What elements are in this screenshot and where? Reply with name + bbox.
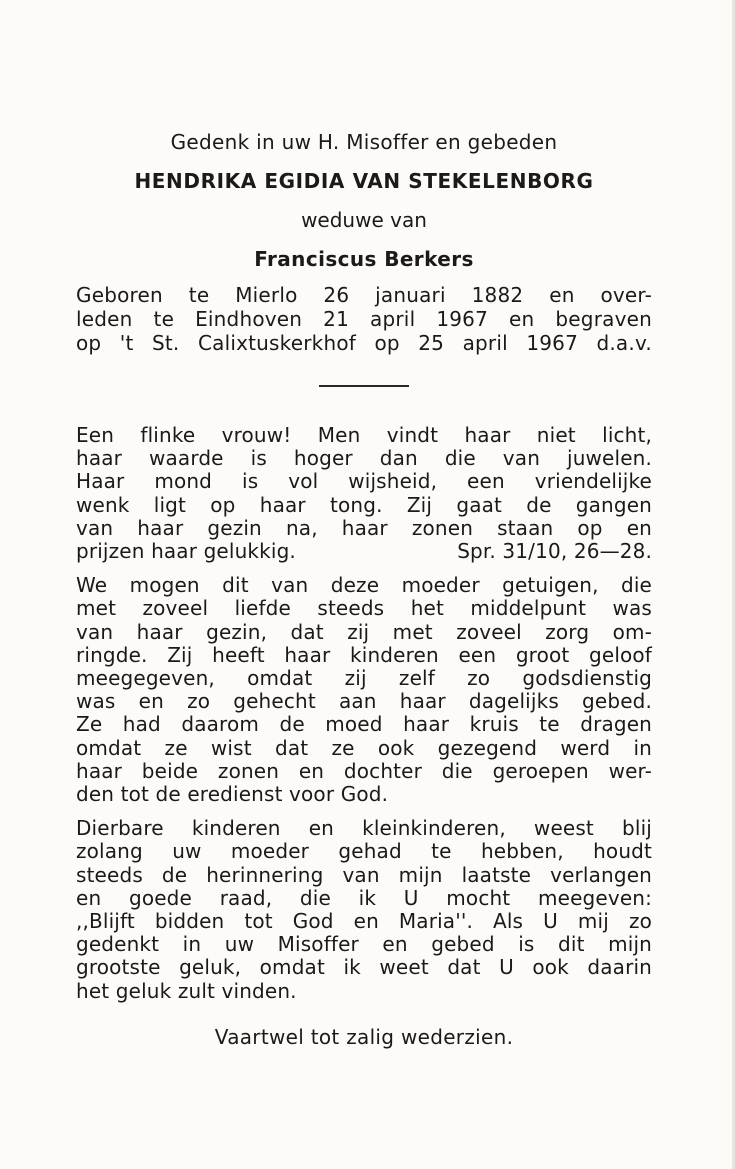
paragraph-line: zolang uw moeder gehad te hebben, houdt bbox=[76, 839, 652, 864]
scripture-reference: Spr. 31/10, 26—28. bbox=[457, 539, 652, 564]
farewell-text: Vaartwel tot zalig wederzien. bbox=[214, 1024, 514, 1049]
paragraph-line: van haar gezin, dat zij met zoveel zorg om- bbox=[76, 619, 652, 644]
paragraph-line: grootste geluk, omdat ik weet dat U ook daarin bbox=[76, 955, 652, 980]
paragraph-last-text: prijzen haar gelukkig. bbox=[76, 539, 296, 564]
farewell-message-paragraph bbox=[76, 817, 652, 1003]
intro-text: Gedenk in uw H. Misoffer en gebeden bbox=[170, 130, 558, 154]
paragraph-line: wenk ligt op haar tong. Zij gaat de gangen bbox=[76, 492, 652, 517]
husband-name: Franciscus Berkers bbox=[254, 247, 474, 271]
paragraph-line: steeds de herinnering van mijn laatste verlangen bbox=[76, 862, 652, 887]
paragraph-line: meegegeven, omdat zij zelf zo godsdienstig bbox=[76, 666, 652, 691]
paragraph-line: Haar mond is vol wijsheid, een vriendelijke bbox=[76, 469, 652, 494]
paragraph-line: den tot de eredienst voor God. bbox=[76, 782, 389, 807]
scripture-paragraph bbox=[76, 424, 652, 563]
dates-line: Geboren te Mierlo 26 januari 1882 en over- bbox=[76, 283, 652, 307]
deceased-name: HENDRIKA EGIDIA VAN STEKELENBORG bbox=[134, 169, 594, 193]
paragraph-line: was en zo gehecht aan haar dagelijks gebed. bbox=[76, 689, 652, 714]
paragraph-line: het geluk zult vinden. bbox=[76, 978, 297, 1003]
widow-of-text: weduwe van bbox=[301, 208, 427, 232]
dates-line: leden te Eindhoven 21 april 1967 en begraven bbox=[76, 307, 652, 331]
dates-line: op 't St. Calixtuskerkhof op 25 april 1967 d.a.v. bbox=[76, 331, 652, 355]
paragraph-line: ringde. Zij heeft haar kinderen een groot geloof bbox=[76, 642, 652, 667]
paragraph-line bbox=[76, 540, 652, 563]
paragraph-line: van haar gezin na, haar zonen staan op en bbox=[76, 515, 652, 540]
paragraph-line: gedenkt in uw Misoffer en gebed is dit mijn bbox=[76, 932, 652, 957]
paragraph-line: haar waarde is hoger dan die van juwelen. bbox=[76, 446, 652, 471]
paragraph-line: We mogen dit van deze moeder getuigen, die bbox=[76, 573, 652, 598]
paragraph-line: Een flinke vrouw! Men vindt haar niet licht, bbox=[76, 423, 652, 447]
paragraph-line: Ze had daarom de moed haar kruis te dragen bbox=[76, 712, 652, 737]
paragraph-line: met zoveel liefde steeds het middelpunt was bbox=[76, 596, 652, 621]
tribute-paragraph bbox=[76, 574, 652, 806]
card-content bbox=[76, 128, 652, 1070]
paragraph-line: Dierbare kinderen en kleinkinderen, weest blij bbox=[76, 816, 652, 841]
paragraph-line: omdat ze wist dat ze ook gezegend werd in bbox=[76, 735, 652, 760]
paragraph-line: ,,Blijft bidden tot God en Maria''. Als U mij zo bbox=[76, 909, 652, 934]
divider-line bbox=[319, 385, 409, 387]
birth-death-dates bbox=[76, 283, 652, 355]
paragraph-line: haar beide zonen en dochter die geroepen wer- bbox=[76, 758, 652, 783]
paragraph-line: en goede raad, die ik U mocht meegeven: bbox=[76, 885, 652, 910]
